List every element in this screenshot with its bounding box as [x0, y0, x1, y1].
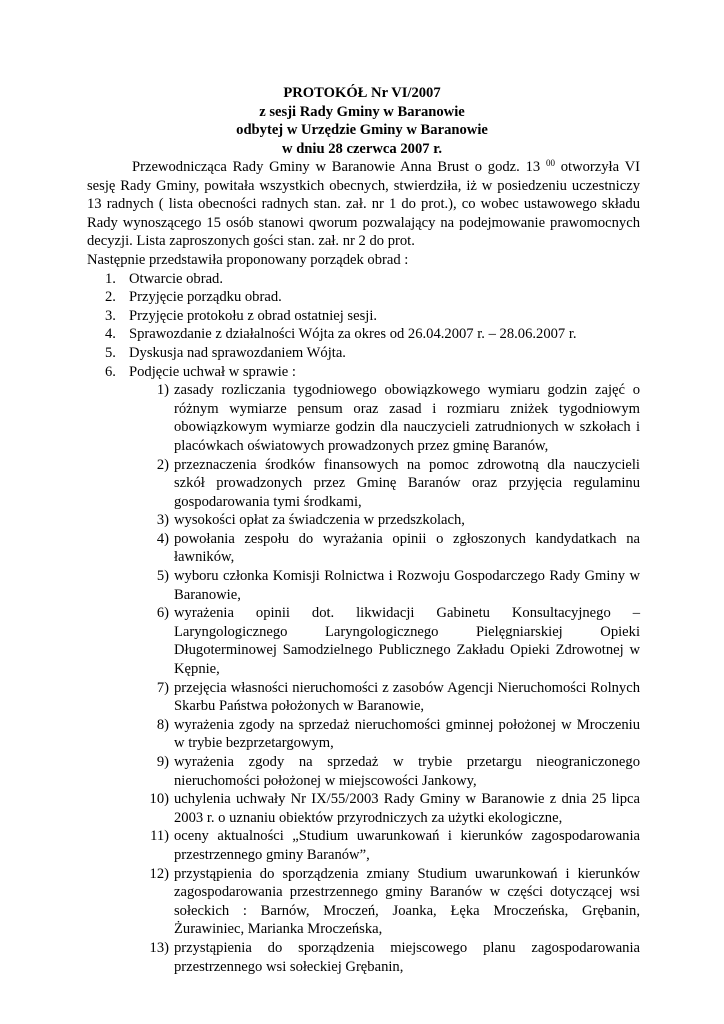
resolution-text: wysokości opłat za świadczenia w przedszkolach,	[174, 512, 465, 529]
resolution-number: 4)	[156, 530, 169, 547]
resolution-item	[87, 456, 640, 512]
resolution-number: 13)	[149, 939, 169, 956]
document-body	[87, 158, 640, 976]
resolution-number: 9)	[156, 754, 169, 770]
resolution-text: wyrażenia zgody na sprzedaż nieruchomości gminnej położonej w Mroczeniu w trybie bezprzetargowym,	[174, 716, 640, 752]
agenda-item	[87, 288, 640, 307]
resolution-item	[87, 511, 640, 530]
agenda-list	[87, 270, 640, 382]
resolution-number: 6)	[156, 605, 169, 622]
intro-text-2: otworzyła VI sesję Rady Gminy, powitała wszystkich obecnych, stwierdziła, iż w posiedzeniu uczestniczy 13 radnych ( lista obecności radnych stan. zał. nr 1 do prot.), co wobec ustawowego składu Rady wynoszącego 15 osób stanowi qworum pozwalający na podejmowanie prawomocnych decyzji. Lista zaproszonych gości stan. zał. nr 2 do prot.	[87, 159, 640, 250]
resolution-text: wyrażenia opinii dot. likwidacji Gabinetu Konsultacyjnego – Laryngologicznego Laryngologicznego Pielęgniarskiej Opieki Długoterminowej Samodzielnego Publicznego Zakładu Opieki Zdrowotnej w Kępnie,	[174, 605, 640, 678]
resolution-number: 3)	[156, 512, 169, 529]
resolution-number: 7)	[156, 679, 169, 696]
resolution-text: zasady rozliczania tygodniowego obowiązkowego wymiaru godzin zajęć o różnym wymiarze pensum oraz zasad i rozmiaru zniżek tygodniowym obowiązkowym wymiarze godzin dla nauczycieli zatrudnionych w szkołach i placówkach oświatowych prowadzonych przez gminę Baranów,	[174, 382, 640, 454]
protocol-title	[0, 84, 724, 158]
agenda-text: Otwarcie obrad.	[129, 270, 224, 287]
resolution-text: powołania zespołu do wyrażania opinii o zgłoszonych kandydatkach na ławników,	[174, 530, 640, 566]
resolution-number: 11)	[150, 828, 169, 845]
resolution-number: 8)	[156, 716, 169, 733]
resolution-number: 12)	[149, 865, 169, 882]
agenda-text: Dyskusja nad sprawozdaniem Wójta.	[129, 344, 346, 361]
resolution-item	[87, 604, 640, 678]
agenda-number: 5.	[105, 344, 116, 361]
agenda-item	[87, 325, 640, 344]
agenda-number: 4.	[105, 326, 116, 343]
agenda-intro: Następnie przedstawiła proponowany porządek obrad :	[87, 251, 409, 268]
title-line-4: w dniu 28 czerwca 2007 r.	[282, 140, 442, 157]
agenda-item	[87, 344, 640, 363]
resolution-item	[87, 567, 640, 604]
resolution-item	[87, 381, 640, 455]
resolution-text: przystąpienia do sporządzenia miejscowego planu zagospodarowania przestrzennego wsi sołeckiej Grębanin,	[174, 939, 640, 975]
title-line-2: z sesji Rady Gminy w Baranowie	[259, 103, 465, 120]
agenda-number: 2.	[105, 289, 116, 306]
agenda-number: 3.	[105, 307, 116, 324]
agenda-text: Przyjęcie porządku obrad.	[129, 289, 282, 306]
resolutions-list	[87, 381, 640, 976]
resolution-text: wyrażenia zgody na sprzedaż w trybie przetargu nieograniczonego nieruchomości położonej w miejscowości Jankowy,	[174, 754, 640, 789]
resolution-number: 5)	[156, 568, 169, 585]
resolution-text: przeznaczenia środków finansowych na pomoc zdrowotną dla nauczycieli szkół prowadzonych przez Gminę Baranów oraz przyjęcia regulaminu gospodarowania tymi środkami,	[174, 456, 640, 510]
resolution-text: wyboru członka Komisji Rolnictwa i Rozwoju Gospodarczego Rady Gminy w Baranowie,	[174, 568, 640, 603]
agenda-number: 1.	[105, 270, 116, 287]
intro-paragraph	[87, 158, 640, 251]
agenda-item	[87, 363, 640, 382]
resolution-number: 1)	[156, 382, 169, 399]
resolution-text: przystąpienia do sporządzenia zmiany Studium uwarunkowań i kierunków zagospodarowania przestrzennego gminy Baranów w części dotyczącej wsi sołeckich : Barnów, Mroczeń, Joanka, Łęka Mroczeńska, Grębanin, Żurawiniec, Marianka Mroczeńska,	[174, 865, 640, 938]
resolution-text: przejęcia własności nieruchomości z zasobów Agencji Nieruchomości Rolnych Skarbu Państwa położonych w Baranowie,	[174, 679, 640, 715]
agenda-number: 6.	[105, 363, 116, 380]
resolution-item	[87, 790, 640, 827]
agenda-text: Przyjęcie protokołu z obrad ostatniej sesji.	[129, 307, 378, 324]
resolution-item	[87, 753, 640, 790]
resolution-number: 2)	[156, 456, 169, 473]
resolution-item	[87, 939, 640, 976]
resolution-text: uchylenia uchwały Nr IX/55/2003 Rady Gminy w Baranowie z dnia 25 lipca 2003 r. o uznaniu obiektów przyrodniczych za użytki ekologiczne,	[174, 791, 640, 826]
resolution-item	[87, 679, 640, 716]
time-minutes: 00	[545, 158, 555, 168]
intro-text-1: Przewodnicząca Rady Gminy w Baranowie Anna Brust o godz. 13	[132, 159, 546, 175]
resolution-item	[87, 530, 640, 567]
agenda-item	[87, 270, 640, 289]
resolution-item	[87, 716, 640, 753]
agenda-text: Sprawozdanie z działalności Wójta za okres od 26.04.2007 r. – 28.06.2007 r.	[129, 326, 577, 343]
resolution-text: oceny aktualności „Studium uwarunkowań i kierunków zagospodarowania przestrzennego gminy Baranów”,	[174, 828, 640, 863]
resolution-item	[87, 827, 640, 864]
resolution-number: 10)	[149, 791, 169, 808]
agenda-item	[87, 307, 640, 326]
title-line-3: odbytej w Urzędzie Gminy w Baranowie	[236, 122, 488, 139]
title-line-1: PROTOKÓŁ Nr VI/2007	[283, 85, 441, 101]
agenda-text: Podjęcie uchwał w sprawie :	[129, 363, 296, 380]
resolution-item	[87, 865, 640, 939]
